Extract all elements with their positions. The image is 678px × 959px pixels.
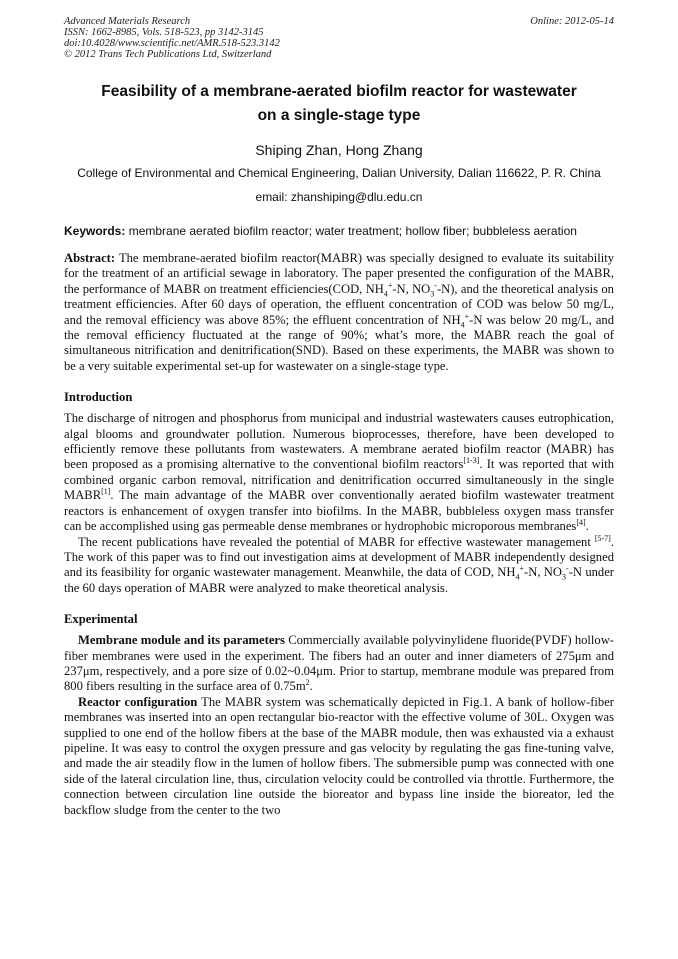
abstract-text: -N was below 20 mg/L, and the removal efficiency fluctuated at the range of 90%; what’s more, the MABR reach the goal of simultaneous nitrification and denitrification(SND). Based on these experiments, the MABR was shown to be a very suitable experimental set-up for wastewater on a single-stage type. xyxy=(64,312,615,373)
abstract-text: The membrane-aerated biofilm reactor(MABR) was specially designed to evaluate its suitability for the treatment of an artificial sewage in laboratory. The paper presented the configuration of the MABR, the performance of MABR on treatment efficiencies(COD, NH xyxy=(64,251,614,296)
abstract-text: -N, NO xyxy=(392,281,431,296)
citation[interactable]: [5-7] xyxy=(594,533,611,543)
superscript: 2 xyxy=(305,678,310,688)
introduction-heading: Introduction xyxy=(64,390,133,405)
title-line-1: Feasibility of a membrane-aerated biofilm reactor for wastewater xyxy=(101,83,577,100)
citation[interactable]: [4] xyxy=(576,517,586,527)
paragraph-text: The discharge of nitrogen and phosphorus from municipal and industrial wastewaters causes eutrophication, algal blooms and groundwater pollution. Numerous bioprocesses, therefore, have been developed to efficiently remove these pollutants from wastewaters. A membrane aerated biofilm reactor (MABR) has been proposed as a promising alternative to the conventional biofilm reactors xyxy=(64,411,614,472)
title-line-2: on a single-stage type xyxy=(257,107,421,124)
paragraph-text: -N, NO xyxy=(524,565,563,580)
paragraph-text: Commercially available polyvinylidene fluoride(PVDF) hollow-fiber membranes were used in the experiment. The fibers had an outer and inner diameters of 275μm and 237μm, respectively, and a pore size of 0.02~0.04μm. Prior to startup, membrane module was prepared from 800 fibers resulting in the surface area of 0.75m xyxy=(64,633,614,694)
superscript: + xyxy=(464,311,470,321)
authors: Shiping Zhan, Hong Zhang xyxy=(255,142,423,158)
paragraph-text: . The main advantage of the MABR over conventionally aerated biofilm wastewater treatment reactors is enhancement of oxygen transfer into biofilms. In the MABR, bubbleless oxygen mass transfer can be accomplished using gas permeable dense membranes or hydrophobic microporous membranes xyxy=(64,488,614,534)
paragraph-text: -N under the 60 days operation of MABR were analyzed to make theoretical analysis. xyxy=(64,565,614,595)
experimental-heading: Experimental xyxy=(64,612,138,627)
email: email: zhanshiping@dlu.edu.cn xyxy=(255,190,423,204)
doi-line: doi:10.4028/www.scientific.net/AMR.518-523.3142 xyxy=(64,38,280,49)
issn-line: ISSN: 1662-8985, Vols. 518-523, pp 3142-3145 xyxy=(64,27,264,38)
subscript: 4 xyxy=(515,572,520,582)
paragraph-text: . The work of this paper was to find out investigation aims at development of MABR independently designed and its feasibility for organic wastewater management. Meanwhile, the data of COD, NH xyxy=(64,534,614,580)
experimental-paragraph-2 xyxy=(64,695,614,818)
superscript: - xyxy=(566,564,569,574)
keywords-text: membrane aerated biofilm reactor; water treatment; hollow fiber; bubbleless aeration xyxy=(125,224,577,238)
subscript: 3 xyxy=(430,289,435,299)
online-date: Online: 2012-05-14 xyxy=(530,16,614,27)
subscript: 3 xyxy=(562,572,567,582)
superscript: - xyxy=(434,280,437,290)
paper-title xyxy=(64,80,614,128)
affiliation: College of Environmental and Chemical Engineering, Dalian University, Dalian 116622, P. R. China xyxy=(77,166,601,180)
superscript: + xyxy=(519,564,525,574)
journal-name: Advanced Materials Research xyxy=(64,16,191,27)
abstract-text: -N), and the theoretical analysis on treatment efficiencies. After 60 days of operation, the effluent concentration of COD was below 50 mg/L, and the removal efficiency was above 85%; the effluent concentration of NH xyxy=(64,281,614,327)
paragraph-text: . xyxy=(309,679,313,694)
paragraph-text: The MABR system was schematically depicted in Fig.1. A bank of hollow-fiber membranes was inserted into an open rectangular bio-reactor with the effective volume of 30L. Oxygen was supplied to one end of the hollow fibers at the base of the MABR module, then was exhausted via a exhaust pipeline. It was easy to control the oxygen pressure and gas velocity by regulating the gas fine-tuning valve, and made the air steadily flow in the lumen of hollow fibers. The submersible pump was connected with one side of the lateral circulation line, thus, circulation velocity could be controlled via throttle. Furthermore, the connection between circulation line outside the bioreator and bypass line inside the bioreator, led the backflow sludge from the center to the two xyxy=(64,694,614,817)
abstract-label: Abstract: xyxy=(64,251,116,265)
paragraph-text: . xyxy=(585,519,589,534)
introduction-paragraph-2 xyxy=(64,535,614,597)
experimental-paragraph-1 xyxy=(64,633,614,695)
paragraph-text: . It was reported that with combined organic carbon removal, nitrification and denitrification occurred simultaneously in the single MABR xyxy=(64,457,614,503)
keywords-label: Keywords: xyxy=(64,224,126,238)
subsection-label: Membrane module and its parameters xyxy=(78,633,285,648)
paragraph-text: The recent publications have revealed the potential of MABR for effective wastewater management xyxy=(78,534,595,549)
citation[interactable]: [1-3] xyxy=(463,456,480,466)
subscript: 4 xyxy=(460,320,465,330)
copyright-line: © 2012 Trans Tech Publications Ltd, Switzerland xyxy=(64,49,272,60)
subscript: 4 xyxy=(383,289,388,299)
introduction-paragraph-1 xyxy=(64,411,614,534)
citation[interactable]: [1] xyxy=(101,487,111,497)
keywords xyxy=(64,224,614,239)
subsection-label: Reactor configuration xyxy=(78,694,198,709)
superscript: + xyxy=(387,280,393,290)
journal-header xyxy=(64,16,614,60)
abstract xyxy=(64,251,614,374)
